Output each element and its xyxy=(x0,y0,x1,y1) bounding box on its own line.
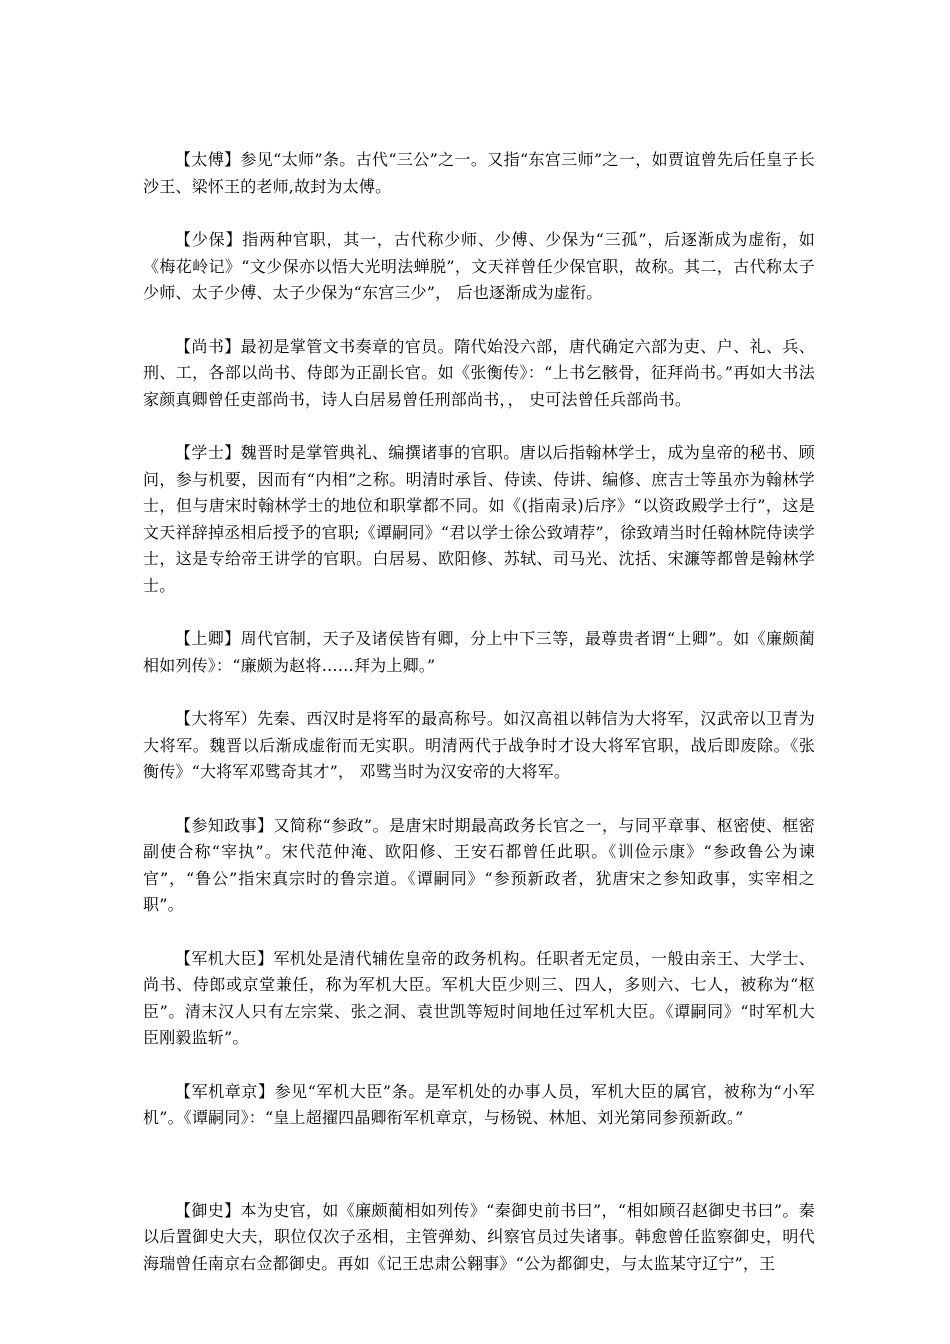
entry-canzhizhengshi: 【参知政事】又简称“参政”。是唐宋时期最高政务长官之一，与同平章事、枢密使、框密副使合称“宰执”。宋代范仲淹、欧阳修、王安石都曾任此职。《训俭示康》“参政鲁公为谏官”，“鲁公”指宋真宗时的鲁宗道。《谭嗣同》“参预新政者，犹唐宋之参知政事，实宰相之职”。 xyxy=(143,815,815,914)
entry-xueshi: 【学士】魏晋时是掌管典礼、编撰诸事的官职。唐以后指翰林学士，成为皇帝的秘书、顾问，参与机要，因而有“内相”之称。明清时承旨、侍读、侍讲、编修、庶吉士等虽亦为翰林学士，但与唐宋时翰林学士的地位和职掌都不同。如《(指南录)后序》“以资政殿学士行”，这是文天祥辞掉丞相后授予的官职;《谭嗣同》“君以学士徐公致靖荐”，徐致靖当时任翰林院侍读学士，这是专给帝王讲学的官职。白居易、欧阳修、苏轼、司马光、沈括、宋濂等都曾是翰林学士。 xyxy=(143,443,815,595)
entry-junjizhangjing: 【军机章京】参见“军机大臣”条。是军机处的办事人员，军机大臣的属官，被称为“小军机”。《谭嗣同》：“皇上超擢四晶卿衔军机章京，与杨锐、林旭、刘光第同参预新政。” xyxy=(143,1081,815,1127)
entry-shaobao: 【少保】指两种官职，其一，古代称少师、少傅、少保为“三孤”，后逐渐成为虚衔，如《梅花岭记》“文少保亦以悟大光明法蝉脱”，文天祥曾任少保官职，故称。其二，古代称太子少师、太子少傅、太子少保为“东宫三少”， 后也逐渐成为虚衔。 xyxy=(143,230,815,302)
document-page xyxy=(143,147,815,1304)
entry-taifu: 【太傅】参见“太师”条。古代“三公”之一。又指“东宫三师”之一，如贾谊曾先后任皇子长沙王、梁怀王的老师,故封为太傅。 xyxy=(143,150,815,196)
entry-dajiangjun: 【大将军）先秦、西汉时是将军的最高称号。如汉高祖以韩信为大将军，汉武帝以卫青为大将军。魏晋以后渐成虚衔而无实职。明清两代于战争时才设大将军官职，战后即废除。《张衡传》“大将军邓骘奇其才”， 邓骘当时为汉安帝的大将军。 xyxy=(143,709,815,781)
entry-junjidachen: 【军机大臣】军机处是清代辅佐皇帝的政务机构。任职者无定员，一般由亲王、大学士、尚书、侍郎或京堂兼任，称为军机大臣。军机大臣少则三、四人，多则六、七人，被称为“枢臣”。清末汉人只有左宗棠、张之洞、袁世凯等短时间地任过军机大臣。《谭嗣同》“时军机大臣刚毅监斩”。 xyxy=(143,948,815,1047)
entry-yushi: 【御史】本为史官，如《廉颇蔺相如列传》“秦御史前书曰”，“相如顾召赵御史书曰”。秦以后置御史大夫，职位仅次子丞相，主管弹劾、纠察官员过失诸事。韩愈曾任监察御史，明代海瑞曾任南京右佥都御史。再如《记王忠肃公翱事》“公为都御史，与太监某守辽宁”，王 xyxy=(143,1200,815,1273)
entry-shangqing: 【上卿】周代官制，天子及诸侯皆有卿，分上中下三等，最尊贵者谓“上卿”。如《廉颇蔺相如列传》：“廉颇为赵将……拜为上卿。” xyxy=(143,629,815,675)
entry-shangshu: 【尚书】最初是掌管文书奏章的官员。隋代始没六部，唐代确定六部为吏、户、礼、兵、刑、工，各部以尚书、侍郎为正副长官。如《张衡传》：“上书乞骸骨，征拜尚书。”再如大书法家颜真卿曾任吏部尚书，诗人白居易曾任刑部尚书，， 史可法曾任兵部尚书。 xyxy=(143,336,815,409)
